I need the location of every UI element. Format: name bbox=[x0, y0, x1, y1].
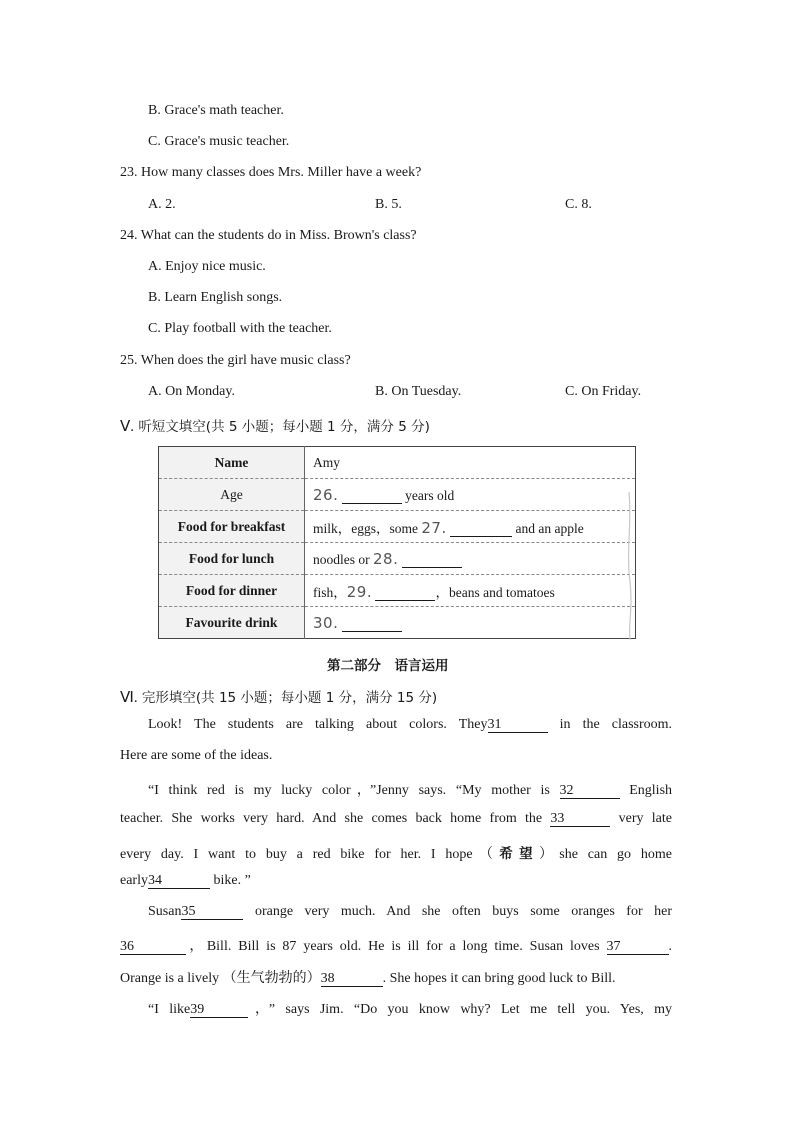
q22-option-b: B. Grace's math teacher. bbox=[148, 103, 284, 118]
passage-line bbox=[120, 873, 672, 889]
cloze-blank-32[interactable]: 32 bbox=[560, 783, 620, 799]
cloze-blank-37[interactable]: 37 bbox=[607, 939, 669, 955]
passage-text: very late bbox=[618, 811, 672, 826]
blank-number-29: 29. bbox=[346, 582, 373, 601]
table-row bbox=[159, 511, 636, 543]
passage-text: in the classroom. bbox=[559, 717, 673, 732]
passage-text: early bbox=[120, 873, 148, 888]
q24-option-c: C. Play football with the teacher. bbox=[148, 321, 332, 336]
table-row bbox=[159, 575, 636, 607]
cloze-blank-33[interactable]: 33 bbox=[550, 811, 610, 827]
listening-info-table bbox=[158, 446, 636, 639]
answer-blank-30[interactable] bbox=[342, 616, 402, 632]
row-label: Favourite drink bbox=[159, 607, 305, 639]
section-6-heading bbox=[120, 686, 437, 707]
answer-blank-28[interactable] bbox=[402, 552, 462, 568]
table-row bbox=[159, 543, 636, 575]
passage-text: Susan bbox=[148, 904, 182, 919]
answer-blank-27[interactable] bbox=[450, 521, 512, 537]
q22-option-c: C. Grace's music teacher. bbox=[148, 134, 290, 149]
scan-artifact bbox=[624, 492, 634, 640]
q25-option-b: B. On Tuesday. bbox=[375, 384, 462, 399]
answer-blank-29[interactable] bbox=[375, 585, 435, 601]
passage-line bbox=[120, 967, 672, 987]
row-before-text: fish， bbox=[313, 584, 347, 600]
row-label: Age bbox=[159, 479, 305, 511]
table-row bbox=[159, 447, 636, 479]
row-label: Food for breakfast bbox=[159, 511, 305, 543]
name-value: Amy bbox=[313, 454, 340, 470]
row-value bbox=[305, 511, 636, 543]
passage-text: every day. I want to buy a red bike for her. I hope（ bbox=[120, 847, 500, 862]
blank-number-26: 26. bbox=[313, 485, 339, 504]
part-2-title: 第二部分 语言运用 bbox=[327, 658, 449, 674]
passage-line bbox=[148, 998, 672, 1018]
row-value bbox=[305, 607, 636, 639]
passage-line: Here are some of the ideas. bbox=[120, 748, 273, 763]
row-after-text: ，beans and tomatoes bbox=[435, 584, 555, 600]
row-after-text: and an apple bbox=[512, 520, 584, 536]
passage-text: bike. ” bbox=[209, 873, 251, 888]
passage-text: ，Bill. Bill is 87 years old. He is ill for a long time. Susan loves bbox=[186, 939, 600, 954]
cloze-blank-34[interactable]: 34 bbox=[148, 873, 210, 889]
cloze-blank-36[interactable]: 36 bbox=[120, 939, 186, 955]
q25-option-a: A. On Monday. bbox=[148, 384, 235, 399]
passage-line bbox=[148, 779, 672, 799]
q24-stem: 24. What can the students do in Miss. Brown's class? bbox=[120, 228, 417, 243]
table-row bbox=[159, 479, 636, 511]
passage-line bbox=[148, 904, 672, 920]
passage-text: Look! The students are talking about colors. They bbox=[148, 717, 488, 732]
table-row bbox=[159, 607, 636, 639]
passage-text: . bbox=[668, 939, 673, 954]
row-before-text: noodles or bbox=[313, 551, 373, 567]
passage-text: ）she can go home bbox=[538, 847, 672, 862]
row-label: Food for dinner bbox=[159, 575, 305, 607]
row-label: Name bbox=[159, 447, 305, 479]
blank-number-28: 28. bbox=[373, 549, 399, 568]
row-before-text: milk，eggs，some bbox=[313, 520, 422, 536]
section-6-title: 完形填空(共 15 小题；每小题 1 分，满分 15 分) bbox=[141, 690, 438, 706]
q24-option-b: B. Learn English songs. bbox=[148, 290, 283, 305]
row-after-text: years old bbox=[401, 487, 455, 503]
section-6-roman: Ⅵ. bbox=[120, 690, 138, 706]
chinese-gloss: 希望 bbox=[499, 846, 539, 862]
row-label: Food for lunch bbox=[159, 543, 305, 575]
section-5-heading bbox=[120, 415, 430, 436]
passage-text: “I think red is my lucky color，”Jenny says. “My mother is bbox=[148, 783, 550, 798]
section-5-title: 听短文填空(共 5 小题；每小题 1 分，满分 5 分) bbox=[138, 419, 430, 435]
row-value bbox=[305, 543, 636, 575]
blank-number-30: 30. bbox=[313, 613, 339, 632]
cloze-blank-39[interactable]: 39 bbox=[190, 1002, 248, 1018]
passage-text: English bbox=[629, 783, 673, 798]
q24-option-a: A. Enjoy nice music. bbox=[148, 259, 266, 274]
q25-option-c: C. On Friday. bbox=[565, 384, 642, 399]
passage-line bbox=[120, 811, 672, 827]
passage-text: ，” says Jim. “Do you know why? Let me tell you. Yes, my bbox=[248, 1002, 672, 1017]
cloze-blank-31[interactable]: 31 bbox=[488, 717, 548, 733]
passage-text: teacher. She works very hard. And she comes back home from the bbox=[120, 811, 543, 826]
q23-option-b: B. 5. bbox=[375, 197, 402, 212]
q25-stem: 25. When does the girl have music class? bbox=[120, 353, 351, 368]
cloze-blank-38[interactable]: 38 bbox=[321, 971, 383, 987]
blank-number-27: 27. bbox=[421, 518, 447, 537]
q23-option-c: C. 8. bbox=[565, 197, 592, 212]
passage-text: . She hopes it can bring good luck to Bill. bbox=[382, 971, 616, 986]
passage-text: Orange is a lively （生气勃勃的） bbox=[120, 971, 321, 986]
row-value bbox=[305, 575, 636, 607]
section-5-roman: Ⅴ. bbox=[120, 419, 135, 435]
passage-line bbox=[148, 717, 672, 733]
q23-stem: 23. How many classes does Mrs. Miller have a week? bbox=[120, 165, 422, 180]
passage-line bbox=[120, 935, 672, 955]
cloze-blank-35[interactable]: 35 bbox=[181, 904, 243, 920]
answer-blank-26[interactable] bbox=[342, 488, 402, 504]
q23-option-a: A. 2. bbox=[148, 197, 176, 212]
passage-line bbox=[120, 842, 672, 863]
passage-text: “I like bbox=[148, 1002, 191, 1017]
passage-text: orange very much. And she often buys some oranges for her bbox=[254, 904, 672, 919]
row-value bbox=[305, 479, 636, 511]
row-value bbox=[305, 447, 636, 479]
